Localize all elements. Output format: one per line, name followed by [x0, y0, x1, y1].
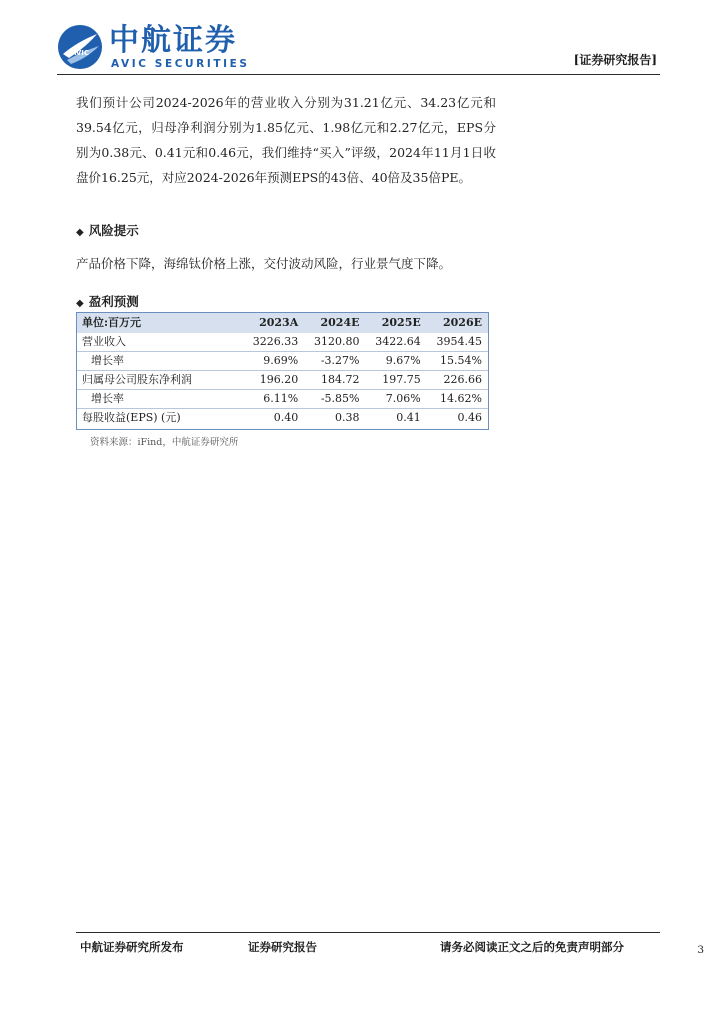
- table-cell: 196.20: [243, 371, 304, 390]
- row-label: 增长率: [77, 390, 243, 409]
- table-cell: 15.54%: [427, 352, 488, 371]
- logo-mark-text: AVIC: [70, 49, 90, 57]
- forecast-heading: [76, 292, 139, 310]
- table-cell: 9.67%: [366, 352, 427, 371]
- company-logo: [57, 22, 257, 72]
- footer-divider: [76, 932, 660, 933]
- table-year-header: 2023A: [243, 313, 304, 333]
- table-cell: 197.75: [366, 371, 427, 390]
- header-divider: [57, 74, 660, 75]
- table-cell: 7.06%: [366, 390, 427, 409]
- table-cell: 3422.64: [366, 333, 427, 352]
- table-cell: -5.85%: [304, 390, 365, 409]
- table-cell: 184.72: [304, 371, 365, 390]
- table-cell: 0.40: [273, 411, 299, 424]
- table-cell: 0.41: [396, 411, 421, 424]
- table-header-row: [77, 313, 488, 333]
- row-label: 每股收益(EPS) (元): [82, 411, 181, 424]
- table-cell: 0.46: [457, 411, 482, 424]
- table-cell: 9.69%: [243, 352, 304, 371]
- table-source-note: 资料来源：iFind，中航证券研究所: [90, 437, 239, 448]
- logo-chinese-name: 中航证券: [109, 23, 237, 58]
- table-year-header: 2024E: [304, 313, 365, 333]
- report-type-tag: [证券研究报告]: [573, 53, 657, 67]
- footer-disclaimer: 请务必阅读正文之后的免责声明部分: [440, 940, 624, 954]
- table-cell: 226.66: [427, 371, 488, 390]
- footer-publisher: 中航证券研究所发布: [80, 940, 184, 954]
- diamond-bullet-icon: ◆: [76, 298, 84, 309]
- footer-report-type: 证券研究报告: [248, 940, 317, 954]
- table-row: [77, 333, 488, 352]
- table-cell: 3120.80: [304, 333, 365, 352]
- page-number: 3: [697, 944, 704, 956]
- table-cell: 0.38: [335, 411, 360, 424]
- row-label: 归属母公司股东净利润: [77, 371, 243, 390]
- risk-heading: [76, 221, 139, 239]
- forecast-heading-label: 盈利预测: [88, 294, 139, 309]
- table-row: [77, 390, 488, 409]
- forecast-table: [76, 312, 489, 430]
- table-row: [77, 352, 488, 371]
- forecast-paragraph: 我们预计公司2024-2026年的营业收入分别为31.21亿元、34.23亿元和39.54亿元，归母净利润分别为1.85亿元、1.98亿元和2.27亿元，EPS分别为0.38元、0.41元和0.46元，我们维持“买入”评级，2024年11月1日收盘价16.25元，对应2024-2026年预测EPS的43倍、40倍及35倍PE。: [76, 95, 496, 185]
- diamond-bullet-icon: ◆: [76, 227, 84, 238]
- risk-heading-label: 风险提示: [88, 223, 139, 238]
- table-cell: 6.11%: [243, 390, 304, 409]
- table-cell: 3954.45: [427, 333, 488, 352]
- avic-logo-icon: [57, 24, 103, 70]
- table-row: [77, 409, 488, 428]
- table-year-header: 2025E: [366, 313, 427, 333]
- logo-english-name: AVIC SECURITIES: [111, 58, 250, 70]
- table-row: [77, 371, 488, 390]
- table-cell: -3.27%: [304, 352, 365, 371]
- row-label: 营业收入: [77, 333, 243, 352]
- table-cell: 3226.33: [243, 333, 304, 352]
- table-year-header: 2026E: [427, 313, 488, 333]
- row-label: 增长率: [77, 352, 243, 371]
- table-cell: 14.62%: [427, 390, 488, 409]
- table-unit-label: 单位:百万元: [77, 313, 243, 333]
- risk-text: 产品价格下降，海绵钛价格上涨，交付波动风险，行业景气度下降。: [76, 256, 452, 271]
